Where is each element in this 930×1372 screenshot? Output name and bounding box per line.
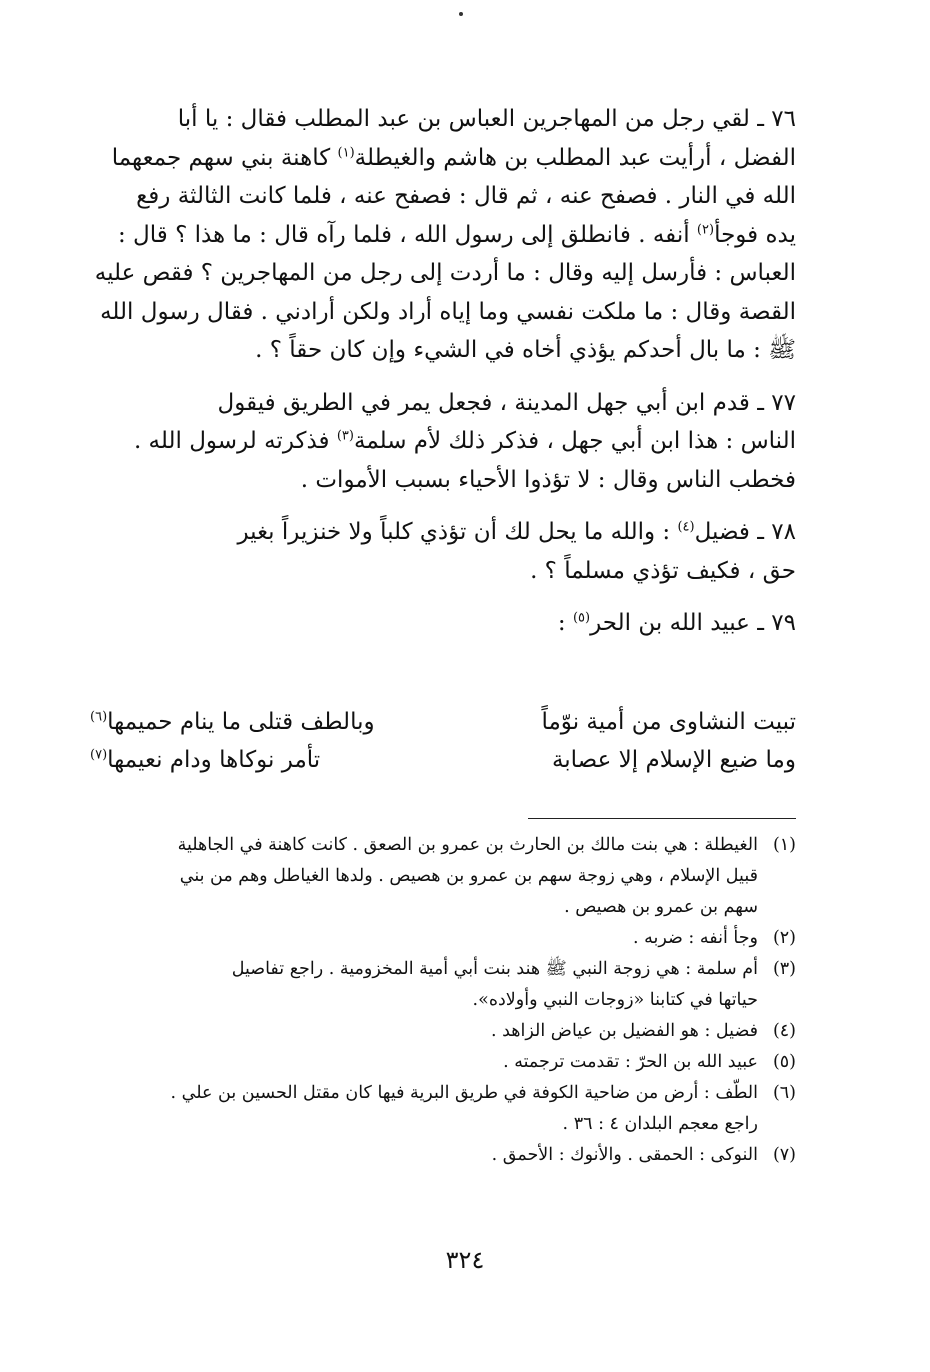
entry-76: [90, 100, 796, 370]
footnote-ref: (١): [337, 144, 355, 160]
text-line: [90, 216, 796, 255]
footnote-number: (٣): [772, 959, 796, 979]
page-number: ٣٢٤: [445, 1246, 485, 1274]
footnote-number: (٤): [772, 1021, 796, 1041]
poem-verse: [90, 741, 796, 779]
text-fragment: ٧٩ ـ عبيد الله بن الحر: [590, 610, 796, 636]
footnote-ref: (٣): [336, 428, 354, 444]
text-line: سهم بن عمرو بن هصيص .: [564, 897, 758, 917]
verse-first-hemistich: تبيت النشاوى من أمية نوّماً: [541, 709, 796, 735]
text-fragment: وبالطف قتلى ما ينام حميمها: [107, 709, 375, 735]
text-line: الله في النار . فصفح عنه ، ثم قال : فصفح عنه ، فلما كانت الثالثة رفع: [136, 183, 796, 209]
footnote-text: [90, 1047, 758, 1078]
text-fragment: : والله ما يحل لك أن تؤذي كلباً ولا خنزيراً بغير: [237, 519, 678, 545]
footnote-number: (١): [772, 835, 796, 855]
text-line: ﷺ : ما بال أحدكم يؤذي أخاه في الشيء وإن كان حقاً ؟ .: [255, 337, 796, 363]
footnote-number: (٥): [772, 1052, 796, 1072]
verse-second-hemistich: [90, 741, 320, 779]
text-fragment: فذكرته لرسول الله .: [133, 428, 337, 454]
footnote: [90, 1016, 796, 1047]
footnote-number: (٦): [772, 1083, 796, 1103]
text-line: الغيطلة : هي بنت مالك بن الحارث بن عمرو بن الصعق . كانت كاهنة في الجاهلية: [177, 835, 758, 855]
text-line: [90, 422, 796, 461]
text-line: حق ، فكيف تؤذي مسلماً ؟ .: [530, 557, 796, 584]
text-line: حياتها في كتابنا «زوجات النبي وأولاده».: [472, 990, 758, 1010]
text-fragment: ٧٨ ـ فضيل: [694, 519, 796, 545]
footnote-ref: (٢): [696, 221, 715, 237]
text-line: [90, 513, 796, 552]
footnote: [90, 923, 796, 954]
footnote-ref: (٥): [572, 610, 591, 626]
text-line: ٧٧ ـ قدم ابن أبي جهل المدينة ، فجعل يمر في الطريق فيقول: [217, 389, 796, 416]
footnote-text: [90, 923, 758, 954]
text-line: [90, 139, 796, 178]
footnote-divider: [528, 818, 796, 819]
text-line: راجع معجم البلدان ٤ : ٣٦ .: [562, 1114, 758, 1134]
poem-verse: [90, 703, 796, 741]
footnote: [90, 1078, 796, 1140]
footnote-ref: (٦): [90, 709, 108, 725]
text-line: القصة وقال : ما ملكت نفسي وما إياه أراد ولكن أرادني . فقال رسول الله: [100, 298, 796, 325]
verse-first-hemistich: وما ضيع الإسلام إلا عصابة: [551, 747, 796, 773]
footnote: [90, 1047, 796, 1078]
text-line: النوكى : الحمقى . والأنوك : الأحمق .: [491, 1145, 758, 1165]
main-text: [90, 100, 796, 655]
text-line: وجأ أنفه : ضربه .: [632, 928, 758, 948]
text-line: فضيل : هو الفضيل بن عياض الزاهد .: [490, 1021, 758, 1041]
poem: [90, 703, 796, 779]
footnote: [90, 830, 796, 923]
entry-78: [90, 513, 796, 590]
footnote-number: (٢): [772, 928, 796, 948]
footnote-text: [90, 1016, 758, 1047]
footnote-text: [90, 1140, 758, 1171]
footnote: [90, 954, 796, 1016]
entry-77: [90, 384, 796, 500]
footnote-number: (٧): [772, 1145, 796, 1165]
footnotes: [90, 830, 796, 1171]
text-line: قبيل الإسلام ، وهي زوجة سهم بن عمرو بن هصيص . ولدها الغياطل وهم من بني: [179, 866, 758, 886]
text-line: فخطب الناس وقال : لا تؤذوا الأحياء بسبب الأموات .: [300, 466, 796, 493]
text-fragment: تأمر نوكاها ودام نعيمها: [107, 747, 321, 773]
footnote-ref: (٧): [90, 747, 108, 763]
text-fragment: يده فوجأ: [714, 221, 796, 248]
text-fragment: كاهنة بني سهم جمعهما: [111, 144, 338, 171]
text-line: عبيد الله بن الحرّ : تقدمت ترجمته .: [503, 1052, 758, 1072]
footnote-ref: (٤): [677, 519, 695, 535]
entry-79: [90, 604, 796, 643]
text-line: [90, 604, 796, 643]
text-line: الطّف : أرض من ضاحية الكوفة في طريق البرية فيها كان مقتل الحسين بن علي .: [170, 1083, 758, 1103]
footnote-text: [90, 830, 758, 923]
text-fragment: أنفه . فانطلق إلى رسول الله ، فلما رآه قال : ما هذا ؟ قال :: [117, 221, 697, 248]
verse-second-hemistich: [90, 703, 375, 741]
text-fragment: الفضل ، أرأيت عبد المطلب بن هاشم والغيطلة: [354, 144, 796, 171]
footnote-text: [90, 954, 758, 1016]
text-line: العباس : فأرسل إليه وقال : ما أردت إلى رجل من المهاجرين ؟ فقص عليه: [94, 260, 796, 286]
footnote-text: [90, 1078, 758, 1140]
footnote: [90, 1140, 796, 1171]
text-line: ٧٦ ـ لقي رجل من المهاجرين العباس بن عبد المطلب فقال : يا أبا: [177, 106, 796, 132]
text-fragment: الناس : هذا ابن أبي جهل ، فذكر ذلك لأم سلمة: [353, 428, 796, 454]
text-fragment: :: [557, 610, 573, 636]
text-line: أم سلمة : هي زوجة النبي ﷺ هند بنت أبي أمية المخزومية . راجع تفاصيل: [231, 959, 758, 979]
page-speck: [459, 12, 463, 16]
